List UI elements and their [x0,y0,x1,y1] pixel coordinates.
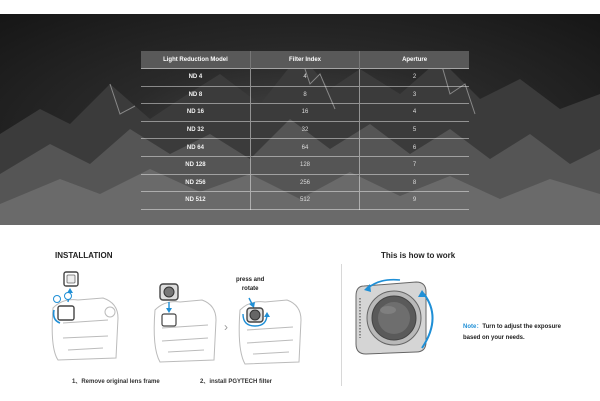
cell-index: 512 [250,192,359,210]
header-aperture: Aperture [360,51,469,69]
step2-caption: 2、install PGYTECH filter [200,379,273,385]
cell-index: 8 [250,86,359,104]
nd-filter-table-container [141,51,469,210]
table-row [141,104,469,122]
cell-index: 4 [250,69,359,87]
cell-aperture: 5 [360,121,469,139]
cell-model: ND 4 [141,69,250,87]
table-row [141,69,469,87]
cell-model: ND 256 [141,174,250,192]
cell-aperture: 9 [360,192,469,210]
table-row [141,86,469,104]
press-label-line2: rotate [241,286,259,292]
cell-model: ND 128 [141,156,250,174]
cell-model: ND 32 [141,121,250,139]
cell-index: 16 [250,104,359,122]
table-row [141,192,469,210]
table-row [141,121,469,139]
press-label-line1: press and [236,277,265,283]
table-row [141,139,469,157]
cell-index: 64 [250,139,359,157]
cell-model: ND 64 [141,139,250,157]
cell-index: 256 [250,174,359,192]
table-row [141,174,469,192]
table-row [141,156,469,174]
cell-model: ND 16 [141,104,250,122]
press-rotate-label [236,276,264,294]
cell-index: 32 [250,121,359,139]
note-line2: based on your needs. [463,335,525,341]
cell-aperture: 6 [360,139,469,157]
note-label: Note： [463,324,483,330]
step1-caption: 1、Remove original lens frame [72,379,160,385]
cell-aperture: 2 [360,69,469,87]
cell-aperture: 3 [360,86,469,104]
cell-model: ND 512 [141,192,250,210]
note-text [463,322,561,344]
filter-rotation-illustration [352,276,442,360]
chevron-right-icon: › [224,320,228,334]
step1-illustration [48,268,123,368]
cell-aperture: 8 [360,174,469,192]
cell-aperture: 7 [360,156,469,174]
nd-filter-table [141,51,469,210]
cell-model: ND 8 [141,86,250,104]
cell-aperture: 4 [360,104,469,122]
section-divider [341,264,342,386]
step3-illustration [235,296,305,368]
header-filter-index: Filter Index [250,51,359,69]
header-light-reduction-model: Light Reduction Model [141,51,250,69]
installation-heading: INSTALLATION [55,251,113,260]
step2-illustration [150,278,220,368]
how-to-work-heading: This is how to work [381,251,456,260]
note-line1: Turn to adjust the exposure [482,324,561,330]
cell-index: 128 [250,156,359,174]
